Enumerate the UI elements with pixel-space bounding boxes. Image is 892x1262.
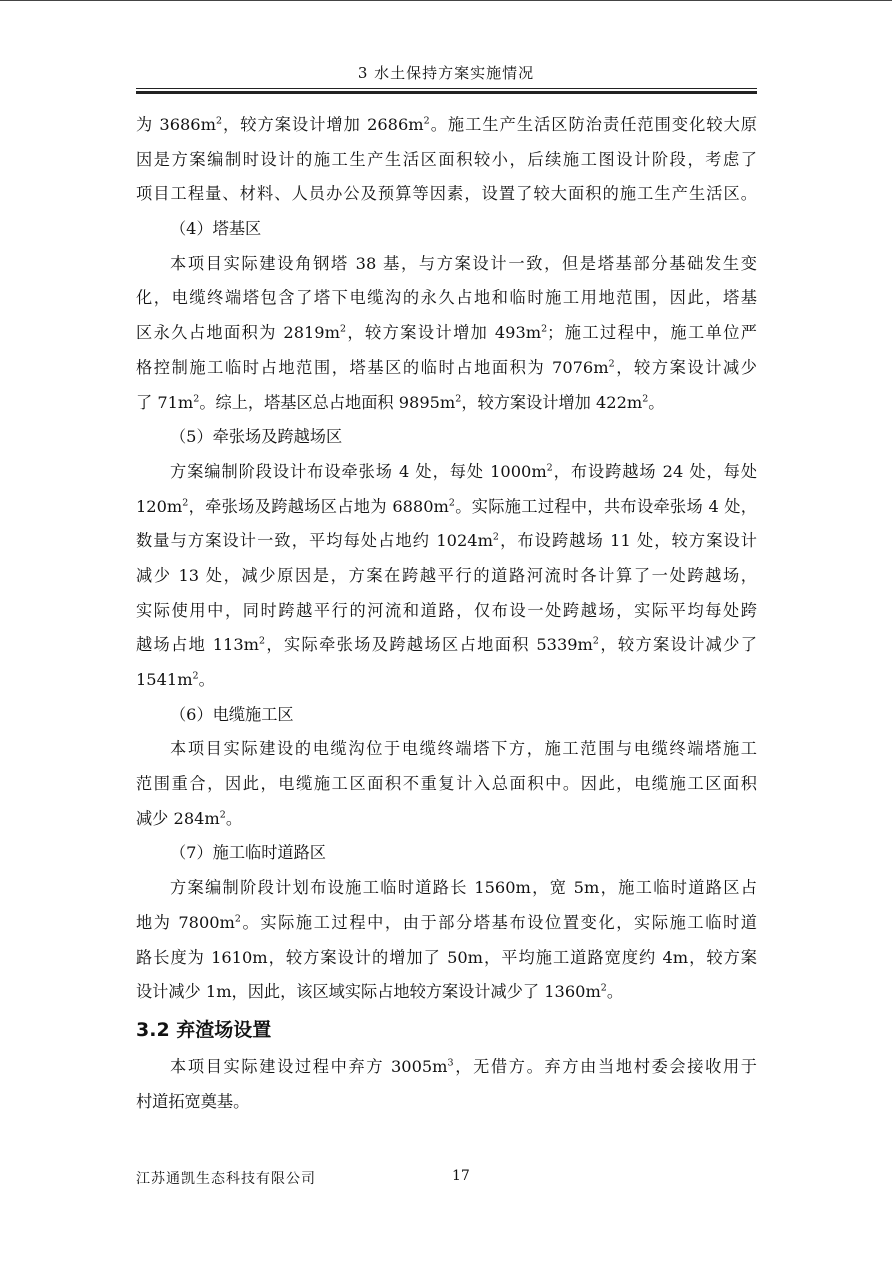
body-text-line <box>136 1050 757 1085</box>
text-run: 。施工生产生活区防治责任范围变化较大原 <box>429 115 757 134</box>
body-text-line <box>136 975 757 1010</box>
text-run: （4）塔基区 <box>170 219 262 239</box>
body-text-line <box>136 316 757 351</box>
text-run: 设计减少 1m，因此，该区域实际占地较方案设计减少了 1360m <box>136 982 601 1002</box>
page-top-border <box>0 0 892 1</box>
text-run: 村道拓宽奠基。 <box>136 1091 250 1111</box>
superscript: 2 <box>182 497 189 509</box>
text-run: 地为 7800m <box>136 912 235 932</box>
text-run: 。 <box>225 808 243 828</box>
header-rule-thick <box>136 91 757 94</box>
body-text-line <box>136 455 757 490</box>
text-run: 方案编制阶段计划布设施工临时道路长 1560m，宽 5m，施工临时道路区占 <box>170 878 757 898</box>
footer-company-name: 江苏通凯生态科技有限公司 <box>136 1171 316 1187</box>
text-run: ，较方案设计增加 493m <box>346 323 542 343</box>
text-run: （6）电缆施工区 <box>170 704 294 724</box>
superscript: 2 <box>546 462 553 474</box>
text-run: 越场占地 113m <box>136 635 260 655</box>
text-run: 本项目实际建设的电缆沟位于电缆终端塔下方，施工范围与电缆终端塔施工 <box>170 739 757 759</box>
text-run: ，较方案设计增加 422m <box>461 392 643 412</box>
text-run: 120m <box>136 496 183 516</box>
body-text-line <box>136 524 757 559</box>
body-text-line <box>136 906 757 941</box>
header-rule <box>136 88 757 89</box>
text-run: 。 <box>198 670 215 689</box>
superscript: 2 <box>600 982 607 994</box>
text-run: 。实际施工过程中，共布设牵张场 4 处， <box>454 496 757 516</box>
superscript: 2 <box>339 323 347 335</box>
text-run: 数量与方案设计一致，平均每处占地约 1024m <box>136 531 493 551</box>
running-header-title: 3 水土保持方案实施情况 <box>357 64 535 82</box>
text-run: 3.2 弃渣场设置 <box>136 1018 272 1041</box>
text-run: 。综上，塔基区总占地面积 9895m <box>199 392 456 412</box>
superscript: 2 <box>455 393 462 405</box>
text-run: 范围重合，因此，电缆施工区面积不重复计入总面积中。因此，电缆施工区面积 <box>136 774 757 794</box>
section-heading <box>136 1010 757 1050</box>
document-body <box>136 108 757 1119</box>
body-text-line <box>136 177 757 212</box>
subsection-heading <box>136 212 757 247</box>
text-run: 化，电缆终端塔包含了塔下电缆沟的永久占地和临时施工用地范围，因此，塔基 <box>136 288 757 308</box>
text-run: 格控制施工临时占地范围，塔基区的临时占地面积为 7076m <box>136 357 609 377</box>
text-run: ，较方案设计减少 <box>614 357 757 377</box>
body-text-line <box>136 108 757 143</box>
subsection-heading <box>136 420 757 455</box>
text-run: 本项目实际建设过程中弃方 3005m <box>170 1056 448 1076</box>
body-text-line <box>136 490 757 525</box>
body-text-line <box>136 767 757 802</box>
superscript: 2 <box>448 497 455 509</box>
text-run: 。 <box>648 392 665 412</box>
superscript: 2 <box>541 323 548 335</box>
text-run: 本项目实际建设角钢塔 38 基，与方案设计一致，但是塔基部分基础发生变 <box>170 253 757 273</box>
text-run: ，无借方。弃方由当地村委会接收用于 <box>453 1056 757 1076</box>
superscript: 2 <box>192 670 199 682</box>
text-run: 实际使用中，同时跨越平行的河流和道路，仅布设一处跨越场，实际平均每处跨 <box>136 600 757 620</box>
text-run: 了 71m <box>136 392 194 412</box>
body-text-line <box>136 628 757 663</box>
superscript: 2 <box>492 531 499 543</box>
text-run: 为 3686m <box>136 115 216 134</box>
body-text-line <box>136 351 757 386</box>
text-run: ，牵张场及跨越场区占地为 6880m <box>188 496 449 516</box>
body-text-line <box>136 143 757 178</box>
text-run: 因是方案编制时设计的施工生产生活区面积较小，后续施工图设计阶段，考虑了 <box>136 149 757 169</box>
subsection-heading <box>136 836 757 871</box>
body-text-line <box>136 871 757 906</box>
superscript: 2 <box>423 115 430 127</box>
superscript: 2 <box>193 393 200 405</box>
superscript: 2 <box>642 393 649 405</box>
text-run: 减少 13 处，减少原因是，方案在跨越平行的道路河流时各计算了一处跨越场， <box>136 565 757 585</box>
body-text-line <box>136 732 757 767</box>
text-run: 。实际施工过程中，由于部分塔基布设位置变化，实际施工临时道 <box>240 912 757 932</box>
text-run: （7）施工临时道路区 <box>170 843 326 863</box>
body-text-line <box>136 1085 757 1120</box>
body-text-line <box>136 281 757 316</box>
body-text-line <box>136 941 757 976</box>
superscript: 2 <box>215 115 223 127</box>
page-number: 17 <box>452 1168 470 1184</box>
body-text-line <box>136 386 757 421</box>
text-run: 方案编制阶段设计布设牵张场 4 处，每处 1000m <box>170 461 547 481</box>
text-run: 区永久占地面积为 2819m <box>136 323 340 343</box>
text-run: ；施工过程中，施工单位严 <box>547 323 757 343</box>
body-text-line <box>136 247 757 282</box>
body-text-line <box>136 663 757 698</box>
text-run: 。 <box>606 982 624 1002</box>
text-run: ，较方案设计增加 2686m <box>222 115 424 134</box>
superscript: 2 <box>259 635 266 647</box>
superscript: 2 <box>219 809 226 821</box>
text-run: ，布设跨越场 24 处，每处 <box>552 461 757 481</box>
superscript: 2 <box>234 913 241 925</box>
subsection-heading <box>136 698 757 733</box>
text-run: 项目工程量、材料、人员办公及预算等因素，设置了较大面积的施工生产生活区。 <box>136 184 757 204</box>
body-text-line <box>136 594 757 629</box>
text-run: ，实际牵张场及跨越场区占地面积 5339m <box>265 635 593 655</box>
text-run: 路长度为 1610m，较方案设计的增加了 50m，平均施工道路宽度约 4m，较方案 <box>136 947 757 967</box>
text-run: （5）牵张场及跨越场区 <box>170 427 343 447</box>
superscript: 2 <box>608 358 615 370</box>
text-run: ，较方案设计减少了 <box>598 635 757 655</box>
text-run: ，布设跨越场 11 处，较方案设计 <box>498 531 757 551</box>
body-text-line <box>136 559 757 594</box>
body-text-line <box>136 802 757 837</box>
text-run: 1541m <box>136 670 193 689</box>
superscript: 2 <box>592 635 599 647</box>
text-run: 减少 284m <box>136 808 220 828</box>
superscript: 3 <box>447 1057 454 1069</box>
